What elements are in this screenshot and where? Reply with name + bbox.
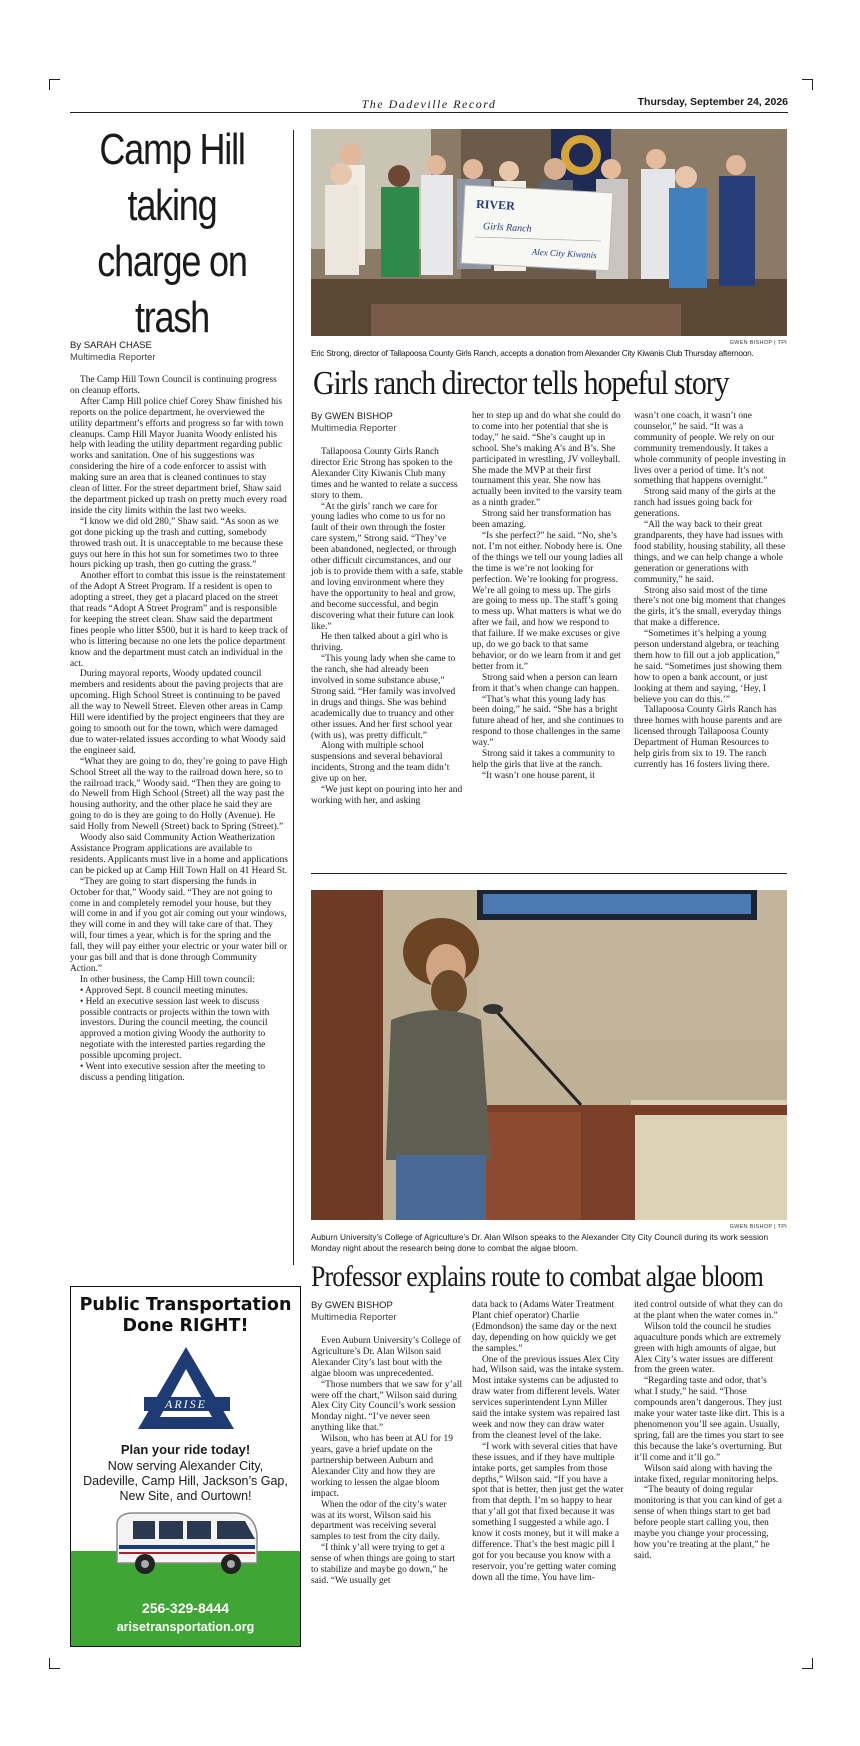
article-paragraph: “I know we did old 280,” Shaw said. “As soon as we got done picking up the trash and cutting, somebody throwed trash out. It is unacceptable to me because these guys out here in this hot sun for sometimes two to three hours picking up trash, then go cutting the grass.” [70,516,283,571]
article-paragraph: “Sometimes it’s helping a young person understand algebra, or teaching them how to fill out a job application,” he said. “Sometimes just showing them how to open a bank account, or just looking at them and saying, ‘Hey, I believe you can do this.’” [634,629,782,705]
article-paragraph: wasn’t one coach, it wasn’t one counselor,” he said. “It was a community of people. We rely on our community tremendously. It takes a whole community of people investing in lives over a period of time. It’s not something that happens overnight.” [634,411,786,487]
article-paragraph: Wilson said along with having the intake fixed, regular monitoring helps. [634,1463,779,1485]
byline-role: Multimedia Reporter [311,423,397,434]
article-paragraph: “That’s what this young lady has been doing,” he said. “She has a bright future ahead of her, and she continues to respond to those challenges in the same way.” [472,694,624,749]
check-payee: Girls Ranch [482,221,532,235]
article-paragraph: “Those numbers that we saw for y’all were off the chart,” Wilson said during Alex City City Council’s work session Monday night. “I’ve never seen anything like that.” [311,1379,463,1434]
article-paragraph: “The beauty of doing regular monitoring is that you can kind of get a sense of when things start to get bad before people start calling you, then maybe you change your processing, how you’re treating at the plant,” he said. [634,1485,782,1561]
issue-date: Thursday, September 24, 2026 [637,96,788,108]
article-paragraph: In other business, the Camp Hill town council: [80,974,255,985]
article-paragraph: • Approved Sept. 8 council meeting minutes. [80,985,248,996]
wilson-council-photo [311,890,787,1220]
article-paragraph: data back to (Adams Water Treatment Plant chief operator) Charlie (Edmondson) the same day or the next day, depending on how quickly we get the samples.” [472,1300,617,1354]
article-paragraph: Wilson told the council he studies aquaculture ponds which are extremely green with high amounts of algae, but Alex City’s water issues are different from the green water. [634,1321,782,1376]
byline-role: Multimedia Reporter [311,1312,397,1323]
article-paragraph: Strong said many of the girls at the ranch had issues going back for generations. [634,487,776,520]
article-paragraph: Strong said when a person can learn from it that’s when change can happen. [472,672,620,694]
article-paragraph: Even Auburn University’s College of Agriculture’s Dr. Alan Wilson said Alexander City’s last bout with the algae bloom was unprecedented. [311,1336,461,1379]
girls-ranch-column-1 [311,447,463,807]
arise-transportation-ad[interactable] [70,1286,301,1647]
byline-author: By GWEN BISHOP [311,411,393,422]
camp-hill-byline [70,340,290,364]
girls-ranch-photo-caption: Eric Strong, director of Tallapoosa County Girls Ranch, accepts a donation from Alexander City Kiwanis Club Thursday afternoon. [311,348,754,358]
algae-column-1 [311,1336,463,1587]
article-paragraph: Strong also said most of the time there’s not one big moment that changes the girls, it’s the small, everyday things that make a difference. [634,585,786,629]
article-paragraph: When the odor of the city’s water was at its worst, Wilson said his department was receiving several samples to test from the city daily. [311,1499,447,1543]
crop-mark-top-right [802,79,813,90]
article-paragraph: After Camp Hill police chief Corey Shaw finished his reports on the police department, he overviewed the utility department’s efforts and progress so far with town cleanups. Camp Hill Mayor Juanita Woody enlisted his help with leading the utility department regarding public works and sanitation. One of his suggestions was considering the hire of a code enforcer to assist with making sure an area that is cleaned continues to stay clean of litter. For the street department brief, Shaw said the department picked up trash on pretty much every road inside the city limits within the last two weeks. [70,396,287,516]
article-paragraph: “Regarding taste and odor, that’s what I study,” he said. “Those compounds aren’t dangerous. They just make your water taste like dirt. This is a phenomenon you’ll see again. Usually, spring, fall are the times you start to see this because the lake’s overturning. But it’ll come and it’ll go.” [634,1376,785,1463]
girls-ranch-column-2 [472,411,624,782]
arise-logo [71,1345,300,1436]
article-paragraph: The Camp Hill Town Council is continuing progress on cleanup efforts. [70,375,277,396]
girls-ranch-headline: Girls ranch director tells hopeful story [313,365,729,402]
masthead [70,96,788,113]
crop-mark-top-left [49,79,60,90]
crop-mark-bottom-right [802,1658,813,1669]
article-paragraph: “Is she perfect?” he said. “No, she’s not. I’m not either. Nobody here is. One of the things we tell our young ladies all the time is we’re not looking for perfection. We’re looking for progress. We’re all going to mess up. The girls are going to mess up. The staff’s going to mess up. What matters is what we do after we fail, and how we respond to that failure. If we make excuses or give up, do we go back to that same behavior, or do we learn from it and get better from it.” [472,530,624,672]
girls-ranch-photo-credit: GWEN BISHOP | TPI [729,340,787,346]
article-paragraph: Tallapoosa County Girls Ranch has three homes with house parents and are licensed through Tallapoosa County Department of Human Resources to help girls from six to 19. The ranch currently has 16 fosters living there. [634,705,782,770]
article-paragraph: Strong said it takes a community to help the girls that live at the ranch. [472,749,615,770]
article-paragraph: ited control outside of what they can do at the plant when the water comes in.” [634,1300,783,1321]
article-paragraph: Tallapoosa County Girls Ranch director Eric Strong has spoken to the Alexander City Kiwanis Club many times and he wanted to relate a success story to them. [311,447,458,501]
donation-photo-image [311,129,787,336]
algae-photo-caption: Auburn University’s College of Agriculture’s Dr. Alan Wilson speaks to the Alexander City City Council during its work session Monday night about the research being done to combat the algae bloom. [311,1232,769,1253]
ad-tagline: Plan your ride today! [120,1442,251,1457]
article-paragraph: • Held an executive session last week to discuss possible contracts or projects within the town with investors. During the council meeting, the council approved a motion giving Woody the authority to negotiate with the interested parties regarding the possible upcoming project. [80,996,270,1062]
algae-byline [311,1300,461,1324]
arise-logo-icon [134,1345,238,1431]
article-paragraph: One of the previous issues Alex City had, Wilson said, was the intake system. Most intake systems can be adjusted to draw water from different levels. Water services superintendent Lynn Miller said the intake system was repaired last week and now they can draw water from the cleanest level of the lake. [472,1354,624,1441]
ad-title: Public Transportation Done RIGHT! [79,1295,292,1336]
article-paragraph: Another effort to combat this issue is the reinstatement of the Adopt A Street Program. If a resident is open to adopting a street, they get a placard placed on the street that reads “Adopt A Street Program” and is responsible for keeping the street clean. Shaw said the department fines people who litter $500, but it is hard to keep track of who is littering because no one lets the police department know and the department must catch an individual in the act. [70,571,288,669]
ad-service-area: Now serving Alexander City, Dadeville, Camp Hill, Jackson’s Gap, New Site, and Ourtown! [83,1459,288,1503]
article-paragraph: “At the girls’ ranch we care for young ladies who come to us for no fault of their own through the foster care system,” Strong said. “They’ve been abandoned, neglected, or through other difficult circumstances, and our job is to provide them with a safe, stable and loving environment where they have the opportunity to heal and grow, and become successful, and begin discovering what their future can look like.” [311,501,463,632]
crop-mark-bottom-left [49,1658,60,1669]
byline-author: By SARAH CHASE [70,340,152,351]
check-bank-name: RIVER [475,196,516,213]
byline-role: Multimedia Reporter [70,352,156,363]
girls-ranch-byline [311,411,461,435]
arise-logo-text: ARISE [164,1397,207,1411]
article-paragraph: • Went into executive session after the meeting to discuss a pending litigation. [80,1062,266,1083]
ad-phone-number[interactable]: 256-329-8444 [141,1600,230,1616]
check-signature: Alex City Kiwanis [531,246,597,261]
article-paragraph: “I think y’all were trying to get a sense of when things are going to start to stabilize and maybe go down,” he said. “We usually get [311,1543,455,1586]
article-paragraph: “We just kept on pouring into her and working with her, and asking [311,785,463,806]
kiwanis-donation-photo [311,129,787,336]
shuttle-bus-icon [109,1509,261,1579]
girls-ranch-column-3 [634,411,786,771]
byline-author: By GWEN BISHOP [311,1300,393,1311]
article-paragraph: “I work with several cities that have these issues, and if they have multiple intake ports, get samples from those depths,” Wilson said. “If you have a spot that is better, then just get the water from that depth. I’m so happy to hear that y’all got that fixed because it was something I suggested a while ago. I know it costs money, but it will make a difference. That’s the best magic pill I got for you because you know with a reservoir, you’re getting water coming down all the time. You have lim- [472,1441,624,1583]
article-paragraph: Woody also said Community Action Weatherization Assistance Program applications are available to residents. Applicants must live in a home and applications can be picked up at Camp Hill Town Hall on 41 Heard St. [70,833,288,876]
article-paragraph: Along with multiple school suspensions and several behavioral incidents, Strong and the team didn’t give up on her. [311,741,450,785]
algae-column-3 [634,1300,786,1562]
article-paragraph: He then talked about a girl who is thriving. [311,632,448,654]
article-paragraph: “They are going to start dispersing the funds in October for that,” Woody said. “They are not going to come in and completely remodel your house, but they will come in and if you got air coming out your windows, they will come in and they will take care of that. They will, four times a year, which is for the spring and the fall, they will pay either your electric or your water bill or your gas bill and that is done through Community Action.” [70,876,288,974]
algae-headline: Professor explains route to combat algae bloom [311,1260,763,1293]
camp-hill-headline: Camp Hill taking charge on trash [97,125,247,342]
article-paragraph: “All the way back to their great grandparents, they have had issues with food stability, housing stability, all these things, and we can help change a whole generation or generations with community,” he said. [634,520,786,585]
article-paragraph: “This young lady when she came to the ranch, she had already been involved in some substance abuse,” Strong said. “Her family was involved in drugs and things. She was behind academically due to truancy and other other issues. And her first school year (with us), was pretty difficult.” [311,654,456,741]
article-paragraph: “What they are going to do, they’re going to pave High School Street all the way to the railroad down here, so to the railroad track,” Woody said. “Then they are going to do Newell from High School (Street) all the way past the housing authority, and the other place he said they are going to do is they are going to do Holly (Avenue). He said Holly from Newell (Street) back to Spring (Street).” [70,756,288,833]
ad-website-link[interactable]: arisetransportation.org [116,1620,255,1634]
story-divider [311,873,787,874]
paper-name: The Dadeville Record [361,97,497,111]
algae-photo-credit: GWEN BISHOP | TPI [729,1224,787,1230]
column-divider [293,130,294,1265]
article-paragraph: Strong said her transformation has been amazing. [472,509,612,531]
article-paragraph: her to step up and do what she could do to come into her potential that she is today,” he said. “She’s caught up in school. She’s making A’s and B’s. She participated in wrestling, JV volleyball. She made the MVP at their first tournament this year. She now has actually been invited to the varsity team as a ninth grader.” [472,411,622,509]
article-paragraph: During mayoral reports, Woody updated council members and residents about the paving projects that are upcoming. High School Street is continuing to be paved all the way to Newell Street. Eleven other areas in Camp Hill were identified by the project engineers that they are going to smooth out for the town, which were damaged due to water-related issues according to what Woody said the engineer said. [70,669,286,756]
camp-hill-article-body [70,375,288,1084]
algae-column-2 [472,1300,624,1584]
article-paragraph: “It wasn’t one house parent, it [482,770,595,781]
council-photo-image [311,890,787,1220]
article-paragraph: Wilson, who has been at AU for 19 years, gave a brief update on the partnership between Auburn and Alexander City and how they are working to lessen the algae bloom impact. [311,1434,453,1499]
